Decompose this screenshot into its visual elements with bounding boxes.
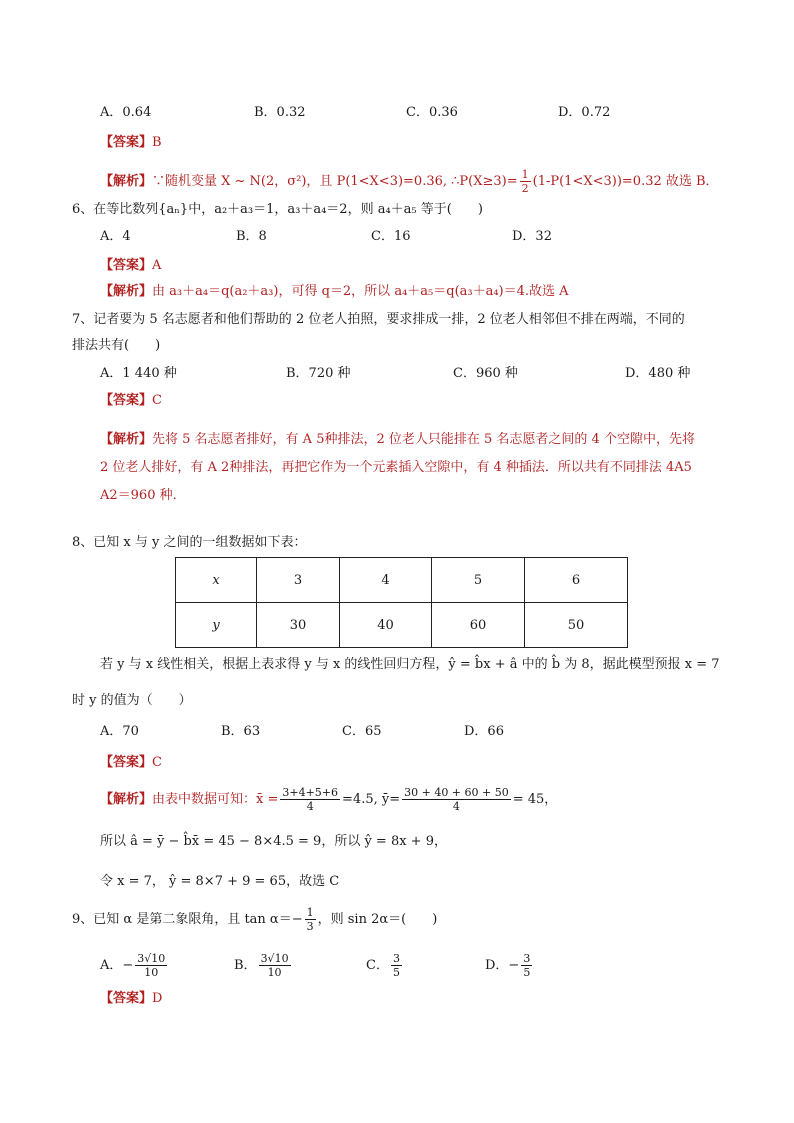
fraction: $\frac{1}{3}$ [306, 906, 314, 933]
q9-option-d: D．− $\frac{3}{5}$ [485, 952, 531, 979]
q8-stem: 8、已知 x 与 y 之间的一组数据如下表： [72, 535, 307, 550]
q9-option-b: B． $\frac{3√10}{10}$ [234, 952, 289, 979]
fraction: $\frac{30 + 40 + 60 + 50}{4}$ [404, 786, 509, 813]
q7-option-b: B．720 种 [286, 366, 351, 381]
table-cell: 60 [432, 603, 525, 648]
q7-option-a: A．1 440 种 [100, 366, 177, 381]
table-cell: 50 [525, 603, 628, 648]
q8-analysis-line3: 令 x = 7， ŷ = 8×7 + 9 = 65，故选 C [100, 874, 340, 889]
q7-answer: 【答案】C [100, 393, 162, 408]
q7-analysis-line2: 2 位老人排好，有 A 2种排法，再把它作为一个元素插入空隙中，有 4 种插法．所以共有不同排法 4A5 [100, 460, 692, 475]
table-cell: 40 [340, 603, 432, 648]
q8-answer: 【答案】C [100, 755, 162, 770]
q9-stem: 9、已知 α 是第二象限角，且 tan α＝− $\frac{1}{3}$ ，则 sin 2α＝( ) [72, 906, 438, 933]
q8-text-line2: 时 y 的值为（ ） [72, 693, 192, 708]
q5-option-d: D．0.72 [558, 105, 611, 120]
analysis-tag: 【解析】 [100, 174, 153, 189]
q9-answer: 【答案】D [100, 991, 163, 1006]
q6-option-d: D．32 [512, 229, 552, 244]
q5-answer [100, 134, 162, 152]
analysis-tail: (1-P(1<X<3))=0.32 故选 B． [532, 174, 719, 189]
q9-option-c: C． $\frac{3}{5}$ [366, 952, 400, 979]
q5-option-c: C．0.36 [406, 105, 458, 120]
q7-stem-line1: 7、记者要为 5 名志愿者和他们帮助的 2 位老人拍照，要求排成一排，2 位老人相邻但不排在两端，不同的 [72, 312, 685, 327]
answer-tag: 【答案】 [100, 135, 153, 150]
q6-analysis: 【解析】由 a₃＋a₄＝q(a₂＋a₃)，可得 q＝2，所以 a₄＋a₅＝q(a₃＋a₄)＝4.故选 A [100, 284, 569, 299]
q6-option-a: A．4 [100, 229, 131, 244]
analysis-fraction: $\frac{1}{2}$ [521, 168, 529, 195]
table-cell: 6 [525, 558, 628, 603]
table-row-y [176, 603, 628, 648]
q6-answer: 【答案】A [100, 258, 162, 273]
q7-analysis-line1: 【解析】先将 5 名志愿者排好，有 A 5种排法，2 位老人只能排在 5 名志愿者之间的 4 个空隙中，先将 [100, 432, 695, 447]
q5-option-b: B．0.32 [254, 105, 306, 120]
q8-text-line1: 若 y 与 x 线性相关，根据上表求得 y 与 x 的线性回归方程，ŷ = b̂x + â 中的 b̂ 为 8，据此模型预报 x = 7 [100, 657, 720, 672]
q9-option-a: A．− $\frac{3√10}{10}$ [100, 952, 166, 979]
q8-analysis-line2: 所以 â = ȳ − b̂x̄ = 45 − 8×4.5 = 9，所以 ŷ = 8x + 9， [100, 834, 447, 849]
answer-value: B [152, 135, 162, 150]
table-cell: y [176, 603, 257, 648]
table-cell: 5 [432, 558, 525, 603]
q7-option-c: C．960 种 [453, 366, 518, 381]
q5-analysis [100, 168, 719, 195]
q7-analysis-line3: A2＝960 种． [100, 488, 186, 503]
q7-option-d: D．480 种 [625, 366, 691, 381]
q8-option-d: D．66 [464, 724, 504, 739]
q8-analysis-line1: 【解析】由表中数据可知：x̄ = $\frac{3+4+5+6}{4}$ =4.5, ȳ= $\frac{30 + 40 + 60 + 50}{4}$ = 45， [100, 786, 558, 813]
q5-option-a: A．0.64 [100, 105, 152, 120]
table-cell: x [176, 558, 257, 603]
table-cell: 30 [257, 603, 340, 648]
q6-stem: 6、在等比数列{aₙ}中，a₂＋a₃＝1，a₃＋a₄＝2，则 a₄＋a₅ 等于( ) [72, 202, 483, 217]
table-row-x [176, 558, 628, 603]
q8-option-c: C．65 [342, 724, 382, 739]
q8-data-table [175, 557, 628, 648]
fraction: $\frac{3+4+5+6}{4}$ [282, 786, 339, 813]
table-cell: 4 [340, 558, 432, 603]
q7-stem-line2: 排法共有( ) [72, 338, 161, 353]
q8-option-b: B．63 [221, 724, 261, 739]
table-cell: 3 [257, 558, 340, 603]
q6-option-c: C．16 [371, 229, 411, 244]
q8-option-a: A．70 [100, 724, 139, 739]
q6-option-b: B．8 [236, 229, 267, 244]
analysis-text: ∵随机变量 X ~ N(2，σ²)，且 P(1<X<3)=0.36, ∴P(X≥3)= [152, 174, 518, 189]
